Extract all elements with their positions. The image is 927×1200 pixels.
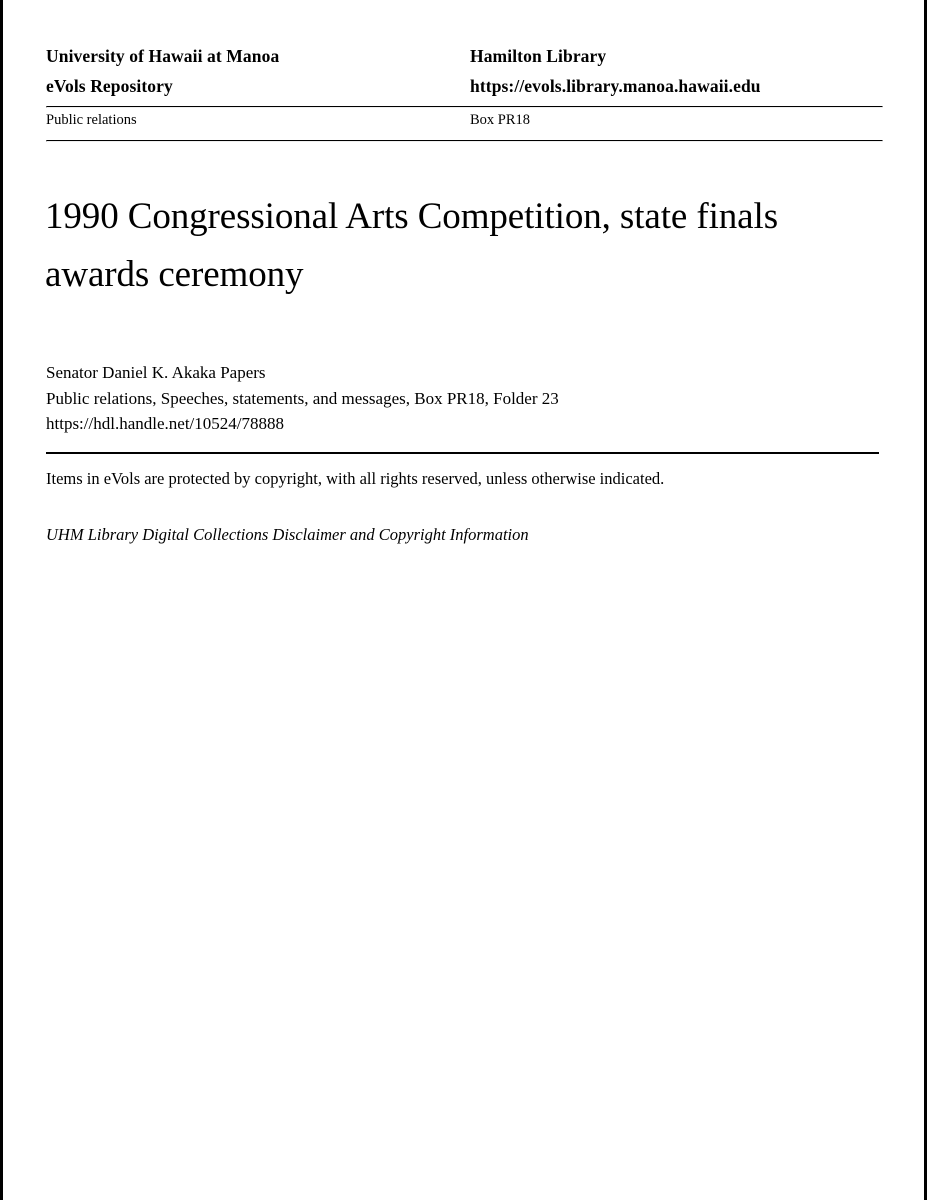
header-divider-bottom [46, 140, 883, 142]
header-row-secondary [46, 76, 881, 106]
box-label: Box PR18 [470, 112, 531, 128]
repository-name: eVols Repository [46, 76, 173, 96]
citation-handle[interactable]: https://hdl.handle.net/10524/78888 [46, 414, 284, 434]
citation-series: Public relations, Speeches, statements, and messages, Box PR18, Folder 23 [46, 388, 559, 408]
library-name: Hamilton Library [470, 46, 607, 66]
repository-url[interactable]: https://evols.library.manoa.hawaii.edu [470, 76, 761, 96]
citation-block [46, 360, 881, 437]
citation-collection: Senator Daniel K. Akaka Papers [46, 363, 266, 382]
header-row-primary [46, 46, 881, 76]
header-block [46, 46, 881, 142]
institution-name: University of Hawaii at Manoa [46, 46, 280, 66]
rights-divider [46, 452, 879, 454]
page-title: 1990 Congressional Arts Competition, state finals awards ceremony [45, 196, 778, 295]
disclaimer-copyright-link[interactable]: UHM Library Digital Collections Disclaimer and Copyright Information [46, 525, 529, 544]
page-border-left [0, 0, 3, 1200]
rights-statement: Items in eVols are protected by copyright, with all rights reserved, unless otherwise indicated. [46, 469, 665, 488]
header-row-tertiary [46, 108, 881, 140]
collection-label: Public relations [46, 112, 137, 128]
